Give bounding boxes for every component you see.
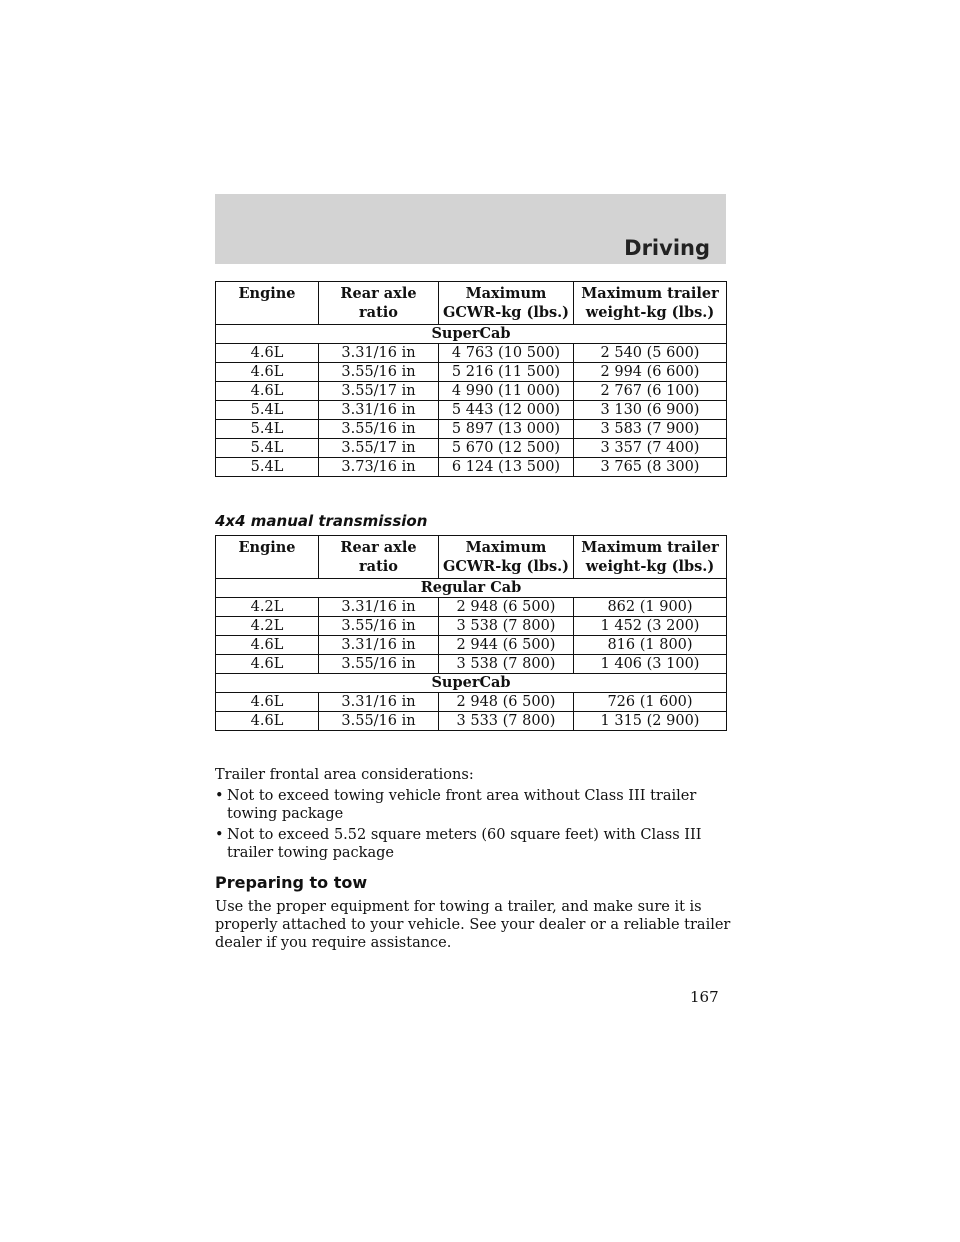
group-label: SuperCab [216,674,727,693]
cell-axle-ratio: 3.55/17 in [319,382,439,401]
cell-trailer-weight: 1 452 (3 200) [574,617,727,636]
bullet-icon: • [215,827,224,843]
header-rear-axle-ratio: Rear axle ratio [319,282,439,325]
cell-trailer-weight: 3 583 (7 900) [574,420,727,439]
cell-trailer-weight: 2 767 (6 100) [574,382,727,401]
cell-engine: 4.2L [216,617,319,636]
cell-gcwr: 2 944 (6 500) [439,636,574,655]
cell-axle-ratio: 3.31/16 in [319,636,439,655]
cell-trailer-weight: 2 540 (5 600) [574,344,727,363]
cell-axle-ratio: 3.31/16 in [319,693,439,712]
cell-trailer-weight: 2 994 (6 600) [574,363,727,382]
header-max-gcwr: Maximum GCWR-kg (lbs.) [439,282,574,325]
cell-trailer-weight: 3 130 (6 900) [574,401,727,420]
cell-gcwr: 3 538 (7 800) [439,655,574,674]
cell-engine: 4.6L [216,693,319,712]
cell-engine: 5.4L [216,439,319,458]
cell-gcwr: 3 538 (7 800) [439,617,574,636]
cell-axle-ratio: 3.55/16 in [319,420,439,439]
cell-engine: 5.4L [216,420,319,439]
table-row [216,439,727,458]
group-label: SuperCab [216,325,727,344]
cell-trailer-weight: 726 (1 600) [574,693,727,712]
cell-gcwr: 5 670 (12 500) [439,439,574,458]
header-max-trailer-weight: Maximum trailer weight-kg (lbs.) [574,536,727,579]
towing-table-supercab [215,281,727,477]
cell-gcwr: 4 990 (11 000) [439,382,574,401]
cell-engine: 5.4L [216,458,319,477]
cell-engine: 4.6L [216,712,319,731]
table-group-row [216,674,727,693]
cell-gcwr: 2 948 (6 500) [439,693,574,712]
page-number: 167 [690,988,719,1006]
preparing-to-tow-heading: Preparing to tow [215,873,368,892]
towing-table-4x4-manual [215,535,727,731]
section-header-band [215,194,726,264]
group-label: Regular Cab [216,579,727,598]
preparing-to-tow-text: Use the proper equipment for towing a trailer, and make sure it is properly attached to your vehicle. See your dealer or a reliable trailer dealer if you require assistance. [215,899,731,951]
table-row [216,712,727,731]
cell-axle-ratio: 3.55/17 in [319,439,439,458]
cell-axle-ratio: 3.31/16 in [319,401,439,420]
header-engine: Engine [216,282,319,325]
cell-axle-ratio: 3.55/16 in [319,617,439,636]
table-row [216,655,727,674]
section-title: Driving [624,236,710,260]
cell-gcwr: 6 124 (13 500) [439,458,574,477]
cell-gcwr: 5 897 (13 000) [439,420,574,439]
cell-axle-ratio: 3.55/16 in [319,712,439,731]
cell-trailer-weight: 1 315 (2 900) [574,712,727,731]
table-row [216,617,727,636]
cell-axle-ratio: 3.55/16 in [319,655,439,674]
table-header-row [216,282,727,325]
bullet-text: Not to exceed 5.52 square meters (60 square feet) with Class III trailer towing package [227,827,702,861]
cell-axle-ratio: 3.73/16 in [319,458,439,477]
cell-axle-ratio: 3.31/16 in [319,598,439,617]
cell-engine: 4.6L [216,636,319,655]
cell-engine: 4.6L [216,363,319,382]
table-row [216,458,727,477]
cell-axle-ratio: 3.31/16 in [319,344,439,363]
table-group-row [216,325,727,344]
cell-engine: 4.6L [216,382,319,401]
table-row [216,636,727,655]
header-engine: Engine [216,536,319,579]
header-rear-axle-ratio: Rear axle ratio [319,536,439,579]
table-row [216,420,727,439]
subheading-4x4-manual: 4x4 manual transmission [215,512,428,530]
table-row [216,401,727,420]
cell-gcwr: 4 763 (10 500) [439,344,574,363]
table-row [216,382,727,401]
header-max-trailer-weight: Maximum trailer weight-kg (lbs.) [574,282,727,325]
table-group-row [216,579,727,598]
table-row [216,363,727,382]
cell-gcwr: 3 533 (7 800) [439,712,574,731]
cell-gcwr: 5 216 (11 500) [439,363,574,382]
table-row [216,344,727,363]
cell-engine: 4.6L [216,344,319,363]
cell-trailer-weight: 816 (1 800) [574,636,727,655]
cell-engine: 4.2L [216,598,319,617]
cell-axle-ratio: 3.55/16 in [319,363,439,382]
table-header-row [216,536,727,579]
cell-gcwr: 5 443 (12 000) [439,401,574,420]
cell-gcwr: 2 948 (6 500) [439,598,574,617]
cell-engine: 5.4L [216,401,319,420]
cell-trailer-weight: 1 406 (3 100) [574,655,727,674]
cell-trailer-weight: 3 765 (8 300) [574,458,727,477]
bullet-icon: • [215,788,224,804]
cell-trailer-weight: 3 357 (7 400) [574,439,727,458]
bullet-text: Not to exceed towing vehicle front area without Class III trailer towing package [227,788,697,822]
table-row [216,693,727,712]
cell-engine: 4.6L [216,655,319,674]
header-max-gcwr: Maximum GCWR-kg (lbs.) [439,536,574,579]
cell-trailer-weight: 862 (1 900) [574,598,727,617]
table-row [216,598,727,617]
frontal-area-intro: Trailer frontal area considerations: [215,767,474,783]
